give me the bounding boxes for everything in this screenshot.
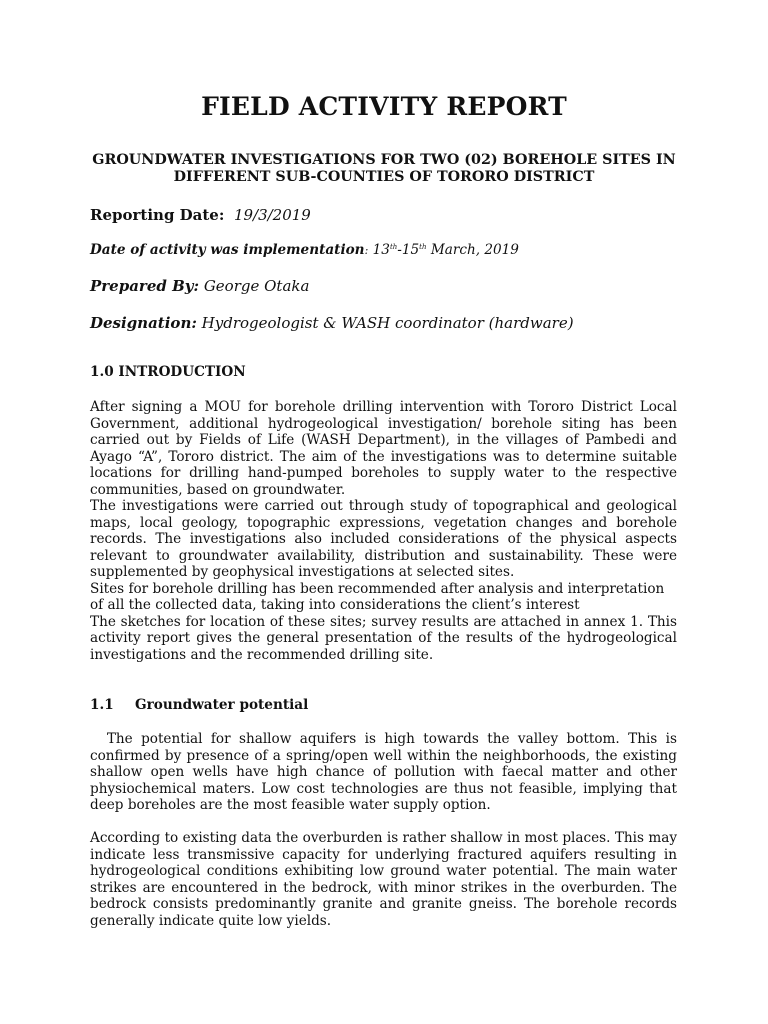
intro-paragraph: After signing a MOU for borehole drilling intervention with Tororo District Local Government, additional hydrogeological investigation/ borehole siting has been carried out by Fields of Life (WASH Department), in the villages of Pambedi and Ayago “A”, Tororo district. The aim of the investigations was to determine suitable locations for drilling hand-pumped boreholes to supply water to the respective communities, based on groundwater. [90,399,677,498]
designation-label: Designation: [90,314,197,332]
potential-paragraph: The potential for shallow aquifers is high towards the valley bottom. This is confirmed by presence of a spring/open well within the neighborhoods, the existing shallow open wells have high chance of pollution with faecal matter and other physiochemical maters. Low cost technologies are thus not feasible, implying that deep boreholes are the most feasible water supply option. [90,731,682,813]
reporting-date-value: 19/3/2019 [233,206,311,224]
groundwater-potential-body [90,731,682,929]
activity-date-start: 13 [372,242,390,258]
report-subtitle: GROUNDWATER INVESTIGATIONS FOR TWO (02) BOREHOLE SITES IN DIFFERENT SUB-COUNTIES OF TORORO DISTRICT [92,152,676,185]
activity-date-start-suffix: th [389,243,398,251]
introduction-body [90,399,677,663]
reporting-date-label: Reporting Date: [90,206,225,224]
activity-date-end: -15 [397,242,420,258]
designation-value: Hydrogeologist & WASH coordinator (hardware) [201,314,574,332]
section-number: 1.1 [90,697,114,713]
section-title: Groundwater potential [135,697,309,713]
potential-paragraph: According to existing data the overburden is rather shallow in most places. This may indicate less transmissive capacity for underlying fractured aquifers resulting in hydrogeological conditions exhibiting low ground water potential. The main water strikes are encountered in the bedrock, with minor strikes in the overburden. The bedrock consists predominantly granite and granite gneiss. The borehole records generally indicate quite low yields. [90,830,677,929]
activity-date-end-suffix: th [419,243,427,251]
prepared-by-label: Prepared By: [90,277,200,295]
intro-paragraph: The investigations were carried out through study of topographical and geological maps, local geology, topographic expressions, vegetation changes and borehole records. The investigations also included considerations of the physical aspects relevant to groundwater availability, distribution and sustainability. These were supplemented by geophysical investigations at selected sites. [90,498,677,580]
intro-paragraph: The sketches for location of these sites; survey results are attached in annex 1. This activity report gives the general presentation of the results of the hydrogeological investigations and the recommended drilling site. [90,613,677,663]
paragraph-gap [90,814,677,831]
groundwater-potential-heading [90,697,308,713]
activity-date-month: March, 2019 [426,242,519,258]
prepared-by-line [90,277,690,295]
prepared-by-value: George Otaka [203,277,310,295]
designation-line [90,314,690,332]
reporting-date-line [90,206,690,224]
intro-paragraph: Sites for borehole drilling has been recommended after analysis and interpretation of all the collected data, taking into considerations the client’s interest [90,580,665,613]
activity-date-line [90,242,690,258]
introduction-heading: 1.0 INTRODUCTION [90,364,246,380]
activity-date-separator: : [364,244,369,257]
report-title: FIELD ACTIVITY REPORT [201,92,567,121]
activity-date-label: Date of activity was implementation [90,242,365,258]
